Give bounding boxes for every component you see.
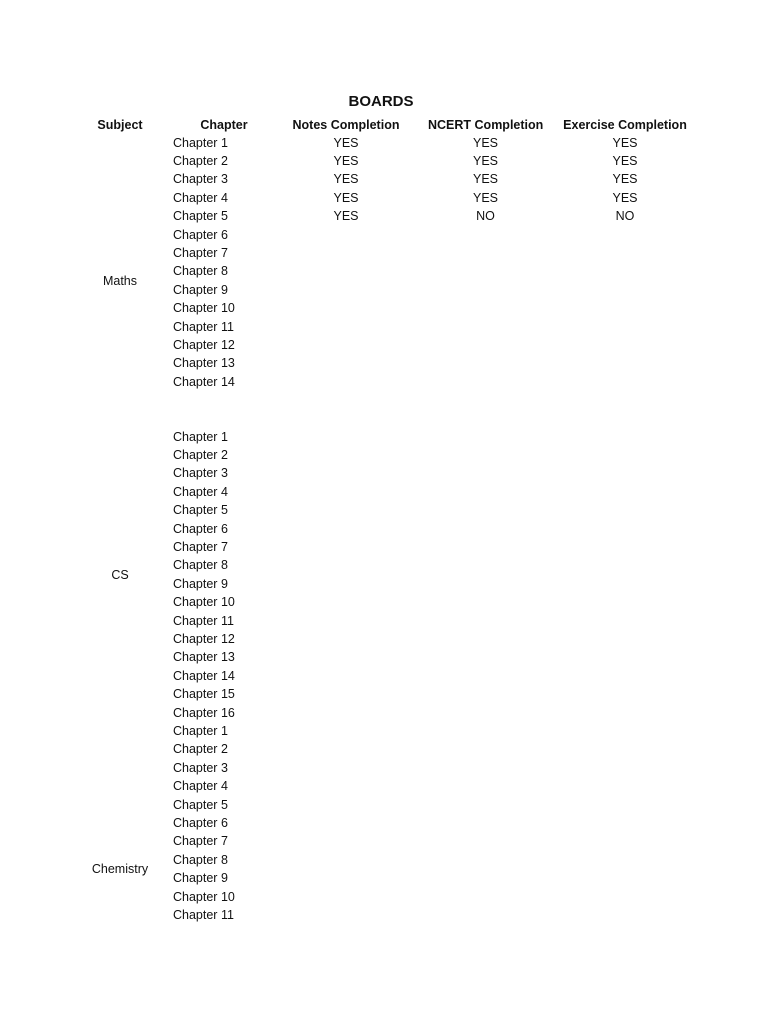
- notes-cell: YES: [333, 190, 359, 205]
- chapter-cell: Chapter 8: [173, 264, 228, 279]
- header-notes-completion: Notes Completion: [292, 118, 400, 132]
- exercise-cell: NO: [615, 209, 635, 224]
- notes-cell: YES: [333, 153, 359, 168]
- notes-cell: YES: [333, 209, 359, 224]
- chapter-cell: Chapter 7: [173, 834, 228, 849]
- chapter-cell: Chapter 2: [173, 742, 228, 757]
- chapter-cell: Chapter 6: [173, 227, 228, 242]
- chapter-cell: Chapter 1: [173, 135, 228, 150]
- header-subject: Subject: [97, 118, 143, 132]
- chapter-cell: Chapter 1: [173, 429, 228, 444]
- chapter-cell: Chapter 15: [173, 687, 235, 702]
- header-exercise-completion: Exercise Completion: [563, 118, 687, 132]
- header-chapter: Chapter: [200, 118, 248, 132]
- chapter-cell: Chapter 5: [173, 503, 228, 518]
- chapter-cell: Chapter 10: [173, 301, 235, 316]
- chapter-cell: Chapter 4: [173, 190, 228, 205]
- exercise-cell: YES: [612, 172, 638, 187]
- chapter-cell: Chapter 14: [173, 668, 235, 683]
- subject-label: Maths: [102, 274, 138, 288]
- ncert-cell: YES: [472, 172, 498, 187]
- chapter-cell: Chapter 2: [173, 447, 228, 462]
- chapter-cell: Chapter 8: [173, 852, 228, 867]
- exercise-cell: YES: [612, 190, 638, 205]
- chapter-cell: Chapter 5: [173, 209, 228, 224]
- notes-cell: YES: [333, 172, 359, 187]
- ncert-cell: YES: [472, 153, 498, 168]
- chapter-cell: Chapter 2: [173, 153, 228, 168]
- chapter-cell: Chapter 5: [173, 797, 228, 812]
- notes-cell: YES: [333, 135, 359, 150]
- chapter-cell: Chapter 12: [173, 337, 235, 352]
- chapter-cell: Chapter 9: [173, 871, 228, 886]
- chapter-cell: Chapter 9: [173, 282, 228, 297]
- chapter-cell: Chapter 6: [173, 816, 228, 830]
- ncert-cell: YES: [472, 135, 498, 150]
- chapter-cell: Chapter 7: [173, 245, 228, 260]
- chapter-cell: Chapter 4: [173, 484, 228, 499]
- subject-label: Chemistry: [91, 862, 149, 876]
- ncert-cell: NO: [476, 209, 495, 224]
- chapter-cell: Chapter 11: [173, 319, 234, 334]
- chapter-cell: Chapter 6: [173, 521, 228, 536]
- chapter-cell: Chapter 1: [173, 724, 228, 738]
- chapter-cell: Chapter 9: [173, 576, 228, 591]
- chapter-cell: Chapter 12: [173, 631, 235, 646]
- page-title: BOARDS: [348, 93, 414, 110]
- chapter-cell: Chapter 7: [173, 539, 228, 554]
- chapter-cell: Chapter 13: [173, 650, 235, 665]
- chapter-cell: Chapter 10: [173, 595, 235, 610]
- header-ncert-completion: NCERT Completion: [428, 118, 544, 132]
- chapter-cell: Chapter 11: [173, 613, 234, 628]
- exercise-cell: YES: [612, 135, 638, 150]
- chapter-cell: Chapter 10: [173, 889, 235, 904]
- chapter-cell: Chapter 8: [173, 558, 228, 573]
- chapter-cell: Chapter 3: [173, 466, 228, 481]
- exercise-cell: YES: [612, 153, 638, 168]
- chapter-cell: Chapter 11: [173, 908, 234, 922]
- ncert-cell: YES: [472, 190, 498, 205]
- chapter-cell: Chapter 3: [173, 760, 228, 775]
- chapter-cell: Chapter 16: [173, 705, 235, 720]
- chapter-cell: Chapter 3: [173, 172, 228, 187]
- chapter-cell: Chapter 13: [173, 356, 235, 371]
- subject-label: CS: [111, 568, 129, 582]
- chapter-cell: Chapter 4: [173, 779, 228, 794]
- chapter-cell: Chapter 14: [173, 374, 235, 389]
